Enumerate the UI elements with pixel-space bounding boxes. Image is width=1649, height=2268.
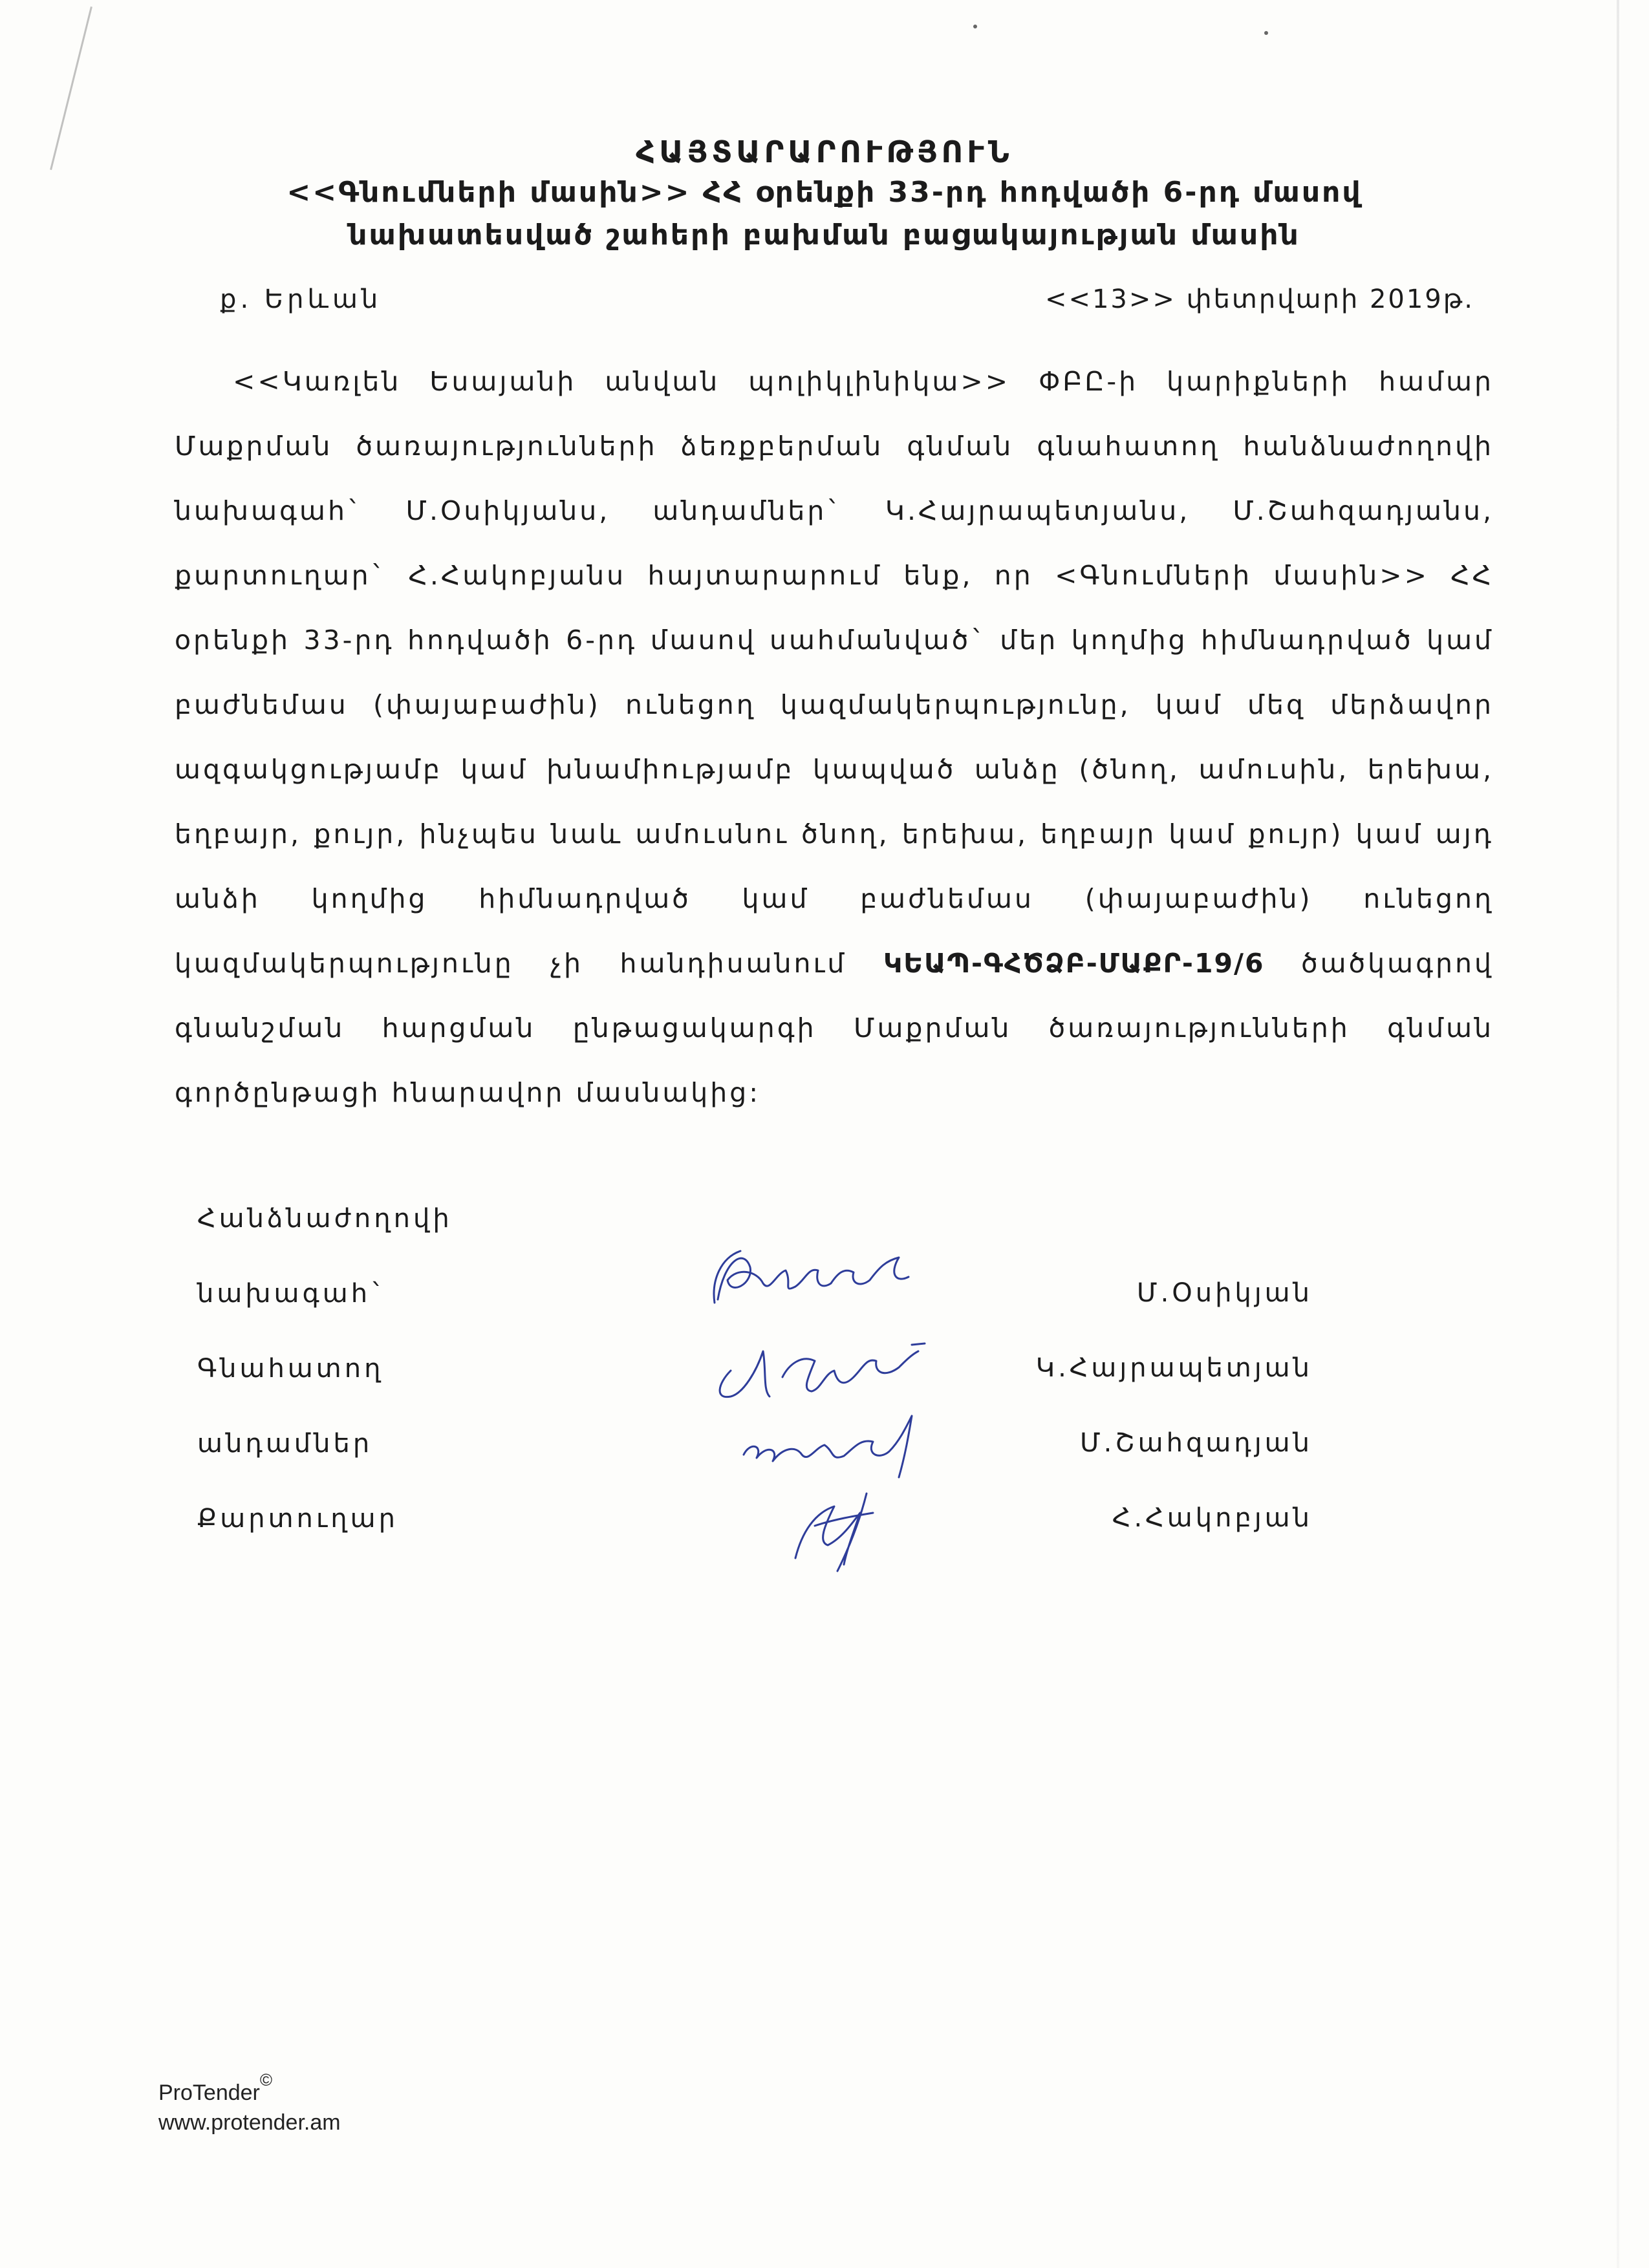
label-chairman: նախագահ` [197,1279,387,1309]
body-part2: ծածկագրով գնանշման հարցման ընթացակարգի Մաքրման ծառայությունների գնման գործընթացի հնարավոր մասնակից: [175,948,1494,1108]
name-secretary: Հ.Հակոբյան [1112,1503,1313,1533]
document-header [0,133,1649,257]
scan-speck [973,25,977,28]
body-part1: <<Կառլեն Եսայանի անվան պոլիկլինիկա>> ՓԲԸ-ի կարիքների համար Մաքրման ծառայությունների ձեռքբերման գնման գնահատող հանձնաժողովի նախագահ` Մ.Օսիկյանս, անդամներ` Կ.Հայրապետյանս, Մ.Շահզադյանս, քարտուղար` Հ.Հակոբյանս հայտարարում ենք, որ <Գնումների մասին>> ՀՀ օրենքի 33-րդ հոդվածի 6-րդ մասով սահմանված` մեր կողմից հիմնադրված կամ բաժնեմաս (փայաբաժին) ունեցող կազմակերպությունը, կամ մեզ մերձավոր ազգակցությամբ կամ խնամիությամբ կապված անձը (ծնող, ամուսին, երեխա, եղբայր, քույր, ինչպես նաև ամուսնու ծնող, երեխա, եղբայր կամ քույր) կամ այդ անձի կողմից հիմնադրված կամ բաժնեմաս (փայաբաժին) ունեցող կազմակերպությունը չի հանդիսանում [175,366,1494,979]
city: ք. Երևան [220,284,382,314]
brand-name: ProTender [158,2081,260,2105]
signatory-names [1036,1274,1313,1574]
signatures [705,1222,964,1584]
signature-2 [720,1351,918,1397]
footer-brand [158,2070,341,2137]
scan-speck [1264,31,1268,35]
label-commission: Հանձնաժողովի [197,1204,453,1234]
document-subtitle-line2: նախատեսված շահերի բախման բացակայության մասին [349,219,1300,251]
name-chairman: Մ.Օսիկյան [1136,1278,1313,1308]
signature-1 [718,1257,909,1300]
date: <<13>> փետրվարի 2019թ. [1044,284,1474,314]
place-date-row [220,284,1474,323]
name-member-2: Մ.Շահզադյան [1079,1428,1313,1458]
copyright-symbol: © [259,2070,273,2090]
label-members: անդամներ [197,1429,373,1459]
signatures-drawing [705,1222,964,1584]
brand-url: www.protender.am [158,2110,341,2135]
signature-3 [744,1416,912,1477]
procurement-code: ԿԵԱՊ-ԳՀԾՁԲ-ՄԱՔՐ-19/6 [883,948,1265,979]
signature-4 [795,1493,873,1571]
signatory-labels [197,1199,453,1574]
document-subtitle-line1: <<Գնումների մասին>> ՀՀ օրենքի 33-րդ հոդվածի 6-րդ մասով [286,176,1363,209]
label-evaluating: Գնահատող [197,1354,384,1384]
document-title: ՀԱՅՏԱՐԱՐՈՒԹՅՈՒՆ [636,134,1013,169]
scan-right-shadow [1617,0,1619,2268]
name-member-1: Կ.Հայրապետյան [1035,1353,1313,1383]
declaration-body [175,349,1494,1125]
label-secretary: Քարտուղար [197,1504,398,1534]
